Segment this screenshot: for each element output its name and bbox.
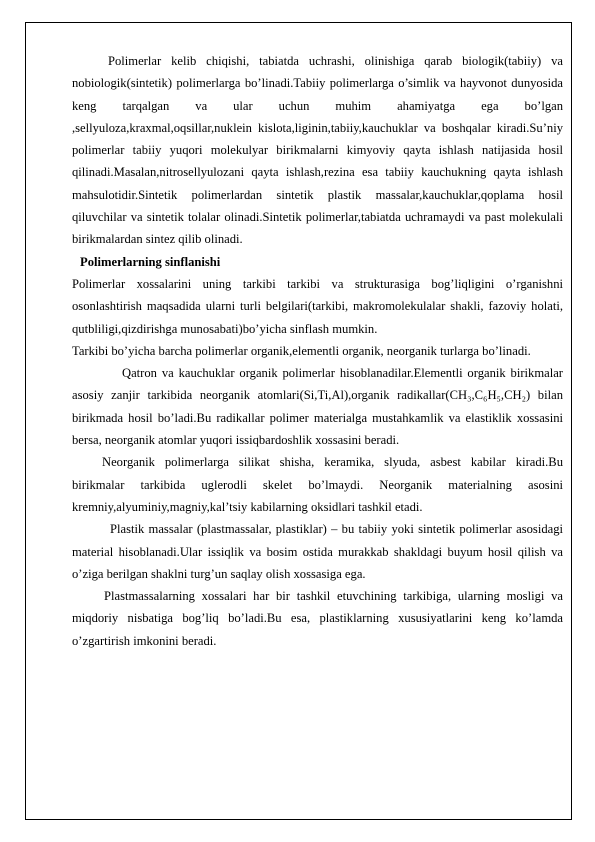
document-body — [72, 50, 563, 652]
paragraph-polymer-origins: Polimerlar kelib chiqishi, tabiatda uchrashi, olinishiga qarab biologik(tabiiy) va nobiologik(sintetik) polimerlarga bo’linadi.Tabiiy polimerlarga o’simlik va hayvonot dunyosida keng tarqalgan va ular uchun muhim ahamiyatga ega bo’lgan ,sellyuloza,kraxmal,oqsillar,nuklein kislota,liginin,tabiiy,kauchuklar va boshqalar kiradi.Su’niy polimerlar tabiiy yuqori molekulyar birikmalarni kimyoviy qayta ishlash natijasida hosil qilinadi.Masalan,nitrosellyulozani qayta ishlash,rezina esa tabiiy kauchukning qayta ishlash mahsulotidir.Sintetik polimerlardan sintetik plastik massalar,kauchuklar,qoplama hosil qiluvchilar va sintetik tolalar olinadi.Sintetik polimerlar,tabiatda uchramaydi va past molekulali birikmalardan sintez qilib olinadi. — [72, 54, 563, 247]
paragraph-classification-purpose: Polimerlar xossalarini uning tarkibi tarkibi va strukturasiga bog’liqligini o’rganishni osonlashtirish maqsadida ularni turli belgilari(tarkibi, makromolekulalar shakli, fazoviy holati, qutbliligi,qizdirishga munosabati)bo’yicha sinflash mumkin. — [72, 276, 563, 336]
paragraph-inorganic-polymers: Neorganik polimerlarga silikat shisha, keramika, slyuda, asbest kabilar kiradi.Bu birikmalar tarkibida uglerodli skelet bo’lmaydi. Neorganik materialning asosini kremniy,alyuminiy,magniy,kal’tsiy kabilarning oksidlari tashkil etadi. — [72, 455, 563, 514]
paragraph-plastics-properties: Plastmassalarning xossalari har bir tashkil etuvchining tarkibiga, ularning mosligi va miqdoriy nisbatiga bog’liq bo’ladi.Bu esa, plastiklarning xususiyatlarini keng ko’lamda o’zgartirish imkonini beradi. — [72, 589, 563, 648]
paragraph-organic-polymers: Qatron va kauchuklar organik polimerlar hisoblanadilar.Elementli organik birikmalar asosiy zanjir tarkibida neorganik atomlari(Si,Ti,Al),organik radikallar(CH₃,C₆H₅,CH₂) bilan birikmada hosil bo’ladi.Bu radikallar polimer materialga mustahkamlik va elastiklik xossasini bersa, neorganik atomlar yuqori issiqbardoshlik xossasini beradi. — [72, 366, 563, 448]
paragraph-plastics-definition: Plastik massalar (plastmassalar, plastiklar) – bu tabiiy yoki sintetik polimerlar asosidagi material hisoblanadi.Ular issiqlik va bosim ostida murakkab shakldagi buyum hosil qilish va o’ziga berilgan shaklni turg’un saqlay olish xossasiga ega. — [72, 522, 563, 581]
section-heading-classification: Polimerlarning sinflanishi — [80, 254, 221, 269]
paragraph-composition-types: Tarkibi bo’yicha barcha polimerlar organik,elementli organik, neorganik turlarga bo’linadi. — [72, 343, 531, 358]
